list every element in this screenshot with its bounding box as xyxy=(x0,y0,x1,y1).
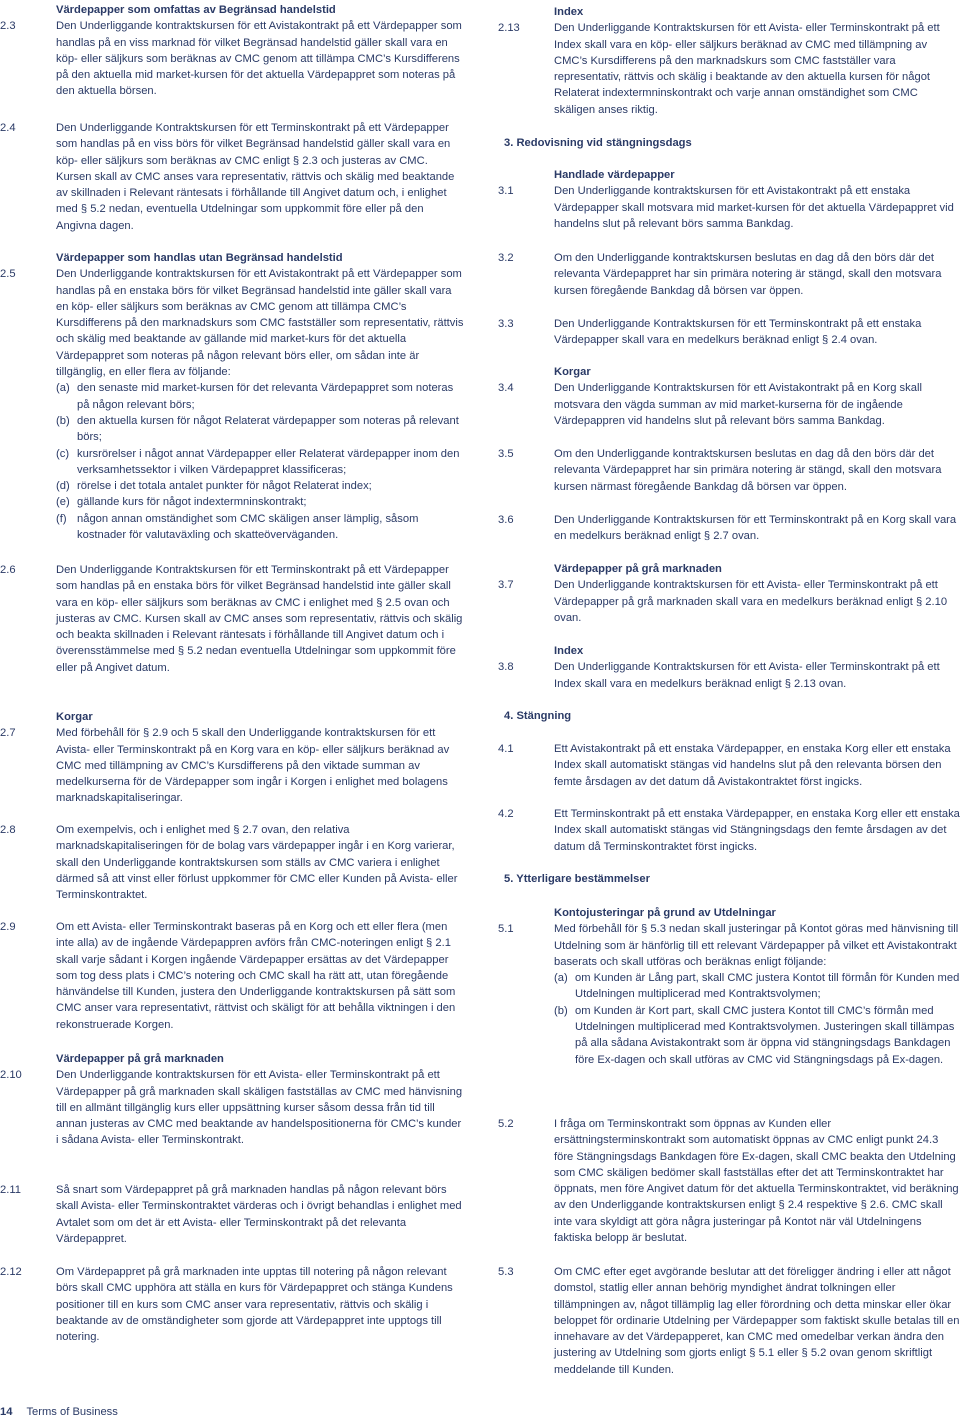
section-2-11 xyxy=(0,1182,466,1247)
clause-number: 2.13 xyxy=(498,22,520,35)
clause-text: Så snart som Värdepappret på grå marknaden handlas på någon relevant börs skall Avista- eller Terminskontraktet värderas och i övrigt behandlas i enlighet med Avtalet som om det är ett Avista- eller Terminskontrakt på det relevanta Värdepappret. xyxy=(56,1184,462,1245)
section-3-2 xyxy=(498,250,960,299)
clause-number: 3.1 xyxy=(498,185,514,198)
section-2-13 xyxy=(498,4,960,118)
section-2-3 xyxy=(0,2,466,100)
clause-text: Den Underliggande Kontraktskursen för ett Avistakontrakt på en Korg skall motsvara den vägda summan av mid market-kurserna för de ingående Värdepappren vid handelns slut på relevant börs samma Bankdag. xyxy=(554,382,922,427)
heading-gra-marknaden: Värdepapper på grå marknaden xyxy=(56,1053,224,1065)
section-3-5 xyxy=(498,446,960,495)
section-2-5 xyxy=(0,250,466,543)
section-2-12 xyxy=(0,1264,466,1345)
section-3-3 xyxy=(498,316,960,349)
clause-list xyxy=(554,970,960,1068)
section-2-10 xyxy=(0,1051,466,1149)
section-2-9 xyxy=(0,919,466,1033)
heading-utan-begransad-handelstid: Värdepapper som handlas utan Begränsad handelstid xyxy=(56,252,343,264)
clause-number: 2.11 xyxy=(0,1184,21,1196)
clause-text: Ett Terminskontrakt på ett enstaka Värdepapper, en enstaka Korg eller ett enstaka Index skall automatiskt stängas vid Stängningsdags den femte årsdagen av det datum då Terminskontraktet först ingicks. xyxy=(554,808,960,853)
clause-text: Med förbehåll för § 5.3 nedan skall justeringar på Kontot göras med hänvisning till Utdelning som är hänförlig till ett relevant Värdepapper på vilket ett Avistakontrakt baserats och skall utföras och beräknas enligt följande: xyxy=(554,923,959,968)
clause-text: Med förbehåll för § 2.9 och 5 skall den Underliggande kontraktskursen för ett Avista- eller Terminskontrakt på en Korg vara en köp- eller säljkurs beräknad av CMC med tillämpning av CMC’s Kursdifferens på den viktade summan av medelkurserna för de Värdepapper som ingår i Korgen i enlighet med bolagens marknadskapitaliseringar. xyxy=(56,727,450,805)
clause-text: Ett Avistakontrakt på ett enstaka Värdepapper, en enstaka Korg eller ett enstaka Index skall automatiskt stängas vid handelns slut på den relevanta börsen den femte årsdagen av det datum då Avistakontraktet först ingicks. xyxy=(554,743,951,788)
heading-korgar: Korgar xyxy=(554,366,591,378)
clause-number: 5.1 xyxy=(498,923,514,936)
clause-number: 5.3 xyxy=(498,1266,514,1278)
clause-text: I fråga om Terminskontrakt som öppnas av Kunden eller ersättningsterminskontrakt som automatiskt öppnas av CMC enligt punkt 24.3 före Stängningsdags Bankdagen före Ex-dagen, skall CMC beakta den Utdelning som CMC skäligen bedömer skall fastställas efter det att Terminskontraktet har öppnats, men före Angivet datum för det aktuella Terminskontraktet, vid beräkning av den Underliggande kontraktskursen enligt § 2.4 respektive § 2.6. CMC skall inte vara skyldigt att göra några justeringar på Kontot när väl Utdelningens faktiska belopp är beslutat. xyxy=(554,1118,959,1245)
clause-text: Den Underliggande kontraktskursen för ett Avista- eller Terminskontrakt på ett Värdepapper på grå marknaden skall vara en medelkurs beräknad enligt § 2.10 ovan. xyxy=(554,579,948,624)
page-number: 14 xyxy=(0,1406,13,1418)
chapter-3-heading: 3. Redovisning vid stängningsdags xyxy=(504,137,692,149)
clause-number: 2.3 xyxy=(0,20,16,33)
section-3-1 xyxy=(498,167,960,232)
list-item: (c) kursrörelser i något annat Värdepapper eller Relaterat värdepapper inom den verksamhetssektor i vilken Värdepappret klassificeras; xyxy=(56,447,460,476)
clause-text: Om CMC efter eget avgörande beslutar att det föreligger ändring i eller att något domstol, statlig eller annan behörig myndighet ändrat tolkningen eller tillämpningen av, något tillämplig lag eller förordning och detta minskar eller ökar beloppet för ordinarie Utdelning per Värdepapper som faktiskt skulle betalas till en innehavare av det Värdepapperet, kan CMC med omedelbar verkan ändra den justering av Utdelning som gjorts enligt § 5.1 eller § 5.2 ovan genom skriftligt meddelande till Kunden. xyxy=(554,1266,960,1376)
section-3-6 xyxy=(498,512,960,545)
clause-number: 2.6 xyxy=(0,564,16,576)
chapter-4-heading: 4. Stängning xyxy=(504,710,572,722)
section-3-8 xyxy=(498,643,960,692)
section-5-2 xyxy=(498,1116,960,1246)
clause-number: 3.3 xyxy=(498,318,514,330)
clause-number: 2.7 xyxy=(0,727,16,740)
section-3-7 xyxy=(498,561,960,626)
section-2-4 xyxy=(0,120,466,234)
heading-gra-marknaden: Värdepapper på grå marknaden xyxy=(554,563,722,575)
heading-korgar: Korgar xyxy=(56,711,93,723)
clause-number: 2.10 xyxy=(0,1069,22,1082)
heading-index: Index xyxy=(554,6,584,18)
list-item: (f) någon annan omständighet som CMC skäligen anser lämplig, såsom kostnader för valutaväxling och skatteöverväganden. xyxy=(56,512,419,542)
clause-text: Om Värdepappret på grå marknaden inte upptas till notering på någon relevant börs skall CMC upphöra att ställa en kurs för Värdepappret och stänga Kundens positioner till en kurs som CMC anser vara representativ, rättvis och skälig i beaktande av de omständigheter som gjorde att Värdepappret inte upptogs till notering. xyxy=(56,1266,453,1344)
heading-index: Index xyxy=(554,645,584,657)
list-item: (d) rörelse i det totala antalet punkter för något Relaterat index; xyxy=(56,480,372,493)
section-2-6 xyxy=(0,562,466,676)
clause-text: Om exempelvis, och i enlighet med § 2.7 ovan, den relativa marknadskapitaliseringen för de bolag vars värdepapper ingår i en Korg varierar, skall den Underliggande kontraktskursen som ställs av CMC variera i enlighet därmed så att vinst eller förlust uppkommer för CMC eller Kunden på Avista- eller Terminskontraktet. xyxy=(56,824,458,902)
clause-text: Den Underliggande kontraktskursen för ett Avistakontrakt på ett enstaka Värdepapper skall motsvara mid market-kursen för det aktuella Värdepappret vid handelns slut på relevant börs samma Bankdag. xyxy=(554,185,954,230)
heading-kontojusteringar: Kontojusteringar på grund av Utdelningar xyxy=(554,907,776,919)
clause-number: 3.4 xyxy=(498,382,514,395)
clause-number: 3.2 xyxy=(498,252,514,264)
heading-handlade-vardepapper: Handlade värdepapper xyxy=(554,169,675,181)
clause-number: 2.12 xyxy=(0,1266,22,1278)
clause-text: Den Underliggande kontraktskursen för ett Avistakontrakt på ett Värdepapper som handlas på en viss marknad för vilket Begränsad handelstid gäller skall vara en köp- eller säljkurs som beräknas av CMC genom att tillämpa CMC’s Kursdifferens på den aktuella mid market-kursen för det aktuella Värdepappret som noteras på den aktuella börsen. xyxy=(56,20,462,98)
list-item: (b) om Kunden är Kort part, skall CMC justera Kontot till CMC’s förmån med Utdelningen multiplicerad med Kontraktsvolymen. Justeringen skall tillämpas på alla sådana Avistakontrakt som är öppna vid stängningsdags Bankdagen före Ex-dagen och skall utföras av CMC vid Stängningsdags på Ex-dagen. xyxy=(554,1004,955,1066)
clause-number: 3.7 xyxy=(498,579,514,592)
clause-number: 2.4 xyxy=(0,122,16,134)
clause-text: Om ett Avista- eller Terminskontrakt baseras på en Korg och ett eller flera (men inte alla) av de ingående Värdepappren avförs från CMC-noteringen enligt § 2.1 skall varje sådant i Korgen ingående Värdepapper ersättas av det Värdepapper som tog dess plats i CMC’s notering och CMC skall ha rätt att, utan föregående hänvändelse till Kunden, justera den Underliggande kontraktskursen på sätt som CMC anser vara representativt, rättvist och skäligt för att behålla viktningen i den rekonstruerade Korgen. xyxy=(56,921,456,1031)
clause-text: Den Underliggande Kontraktskursen för ett Terminskontrakt på ett Värdepapper som handlas på en viss börs för vilket Begränsad handelstid gäller skall vara en köp- eller säljkurs som beräknas av CMC enligt § 2.3 och justeras av CMC. Kursen skall av CMC anses vara representativ, rättvis och skälig med beaktande av skillnaden i Relevant räntesats i förhållande till Angivet datum och, i enlighet med § 5.2 nedan, eventuella Utdelningar som uppkommit före eller på den Angivna dagen. xyxy=(56,122,455,232)
clause-number: 4.1 xyxy=(498,743,514,755)
clause-number: 3.5 xyxy=(498,448,514,460)
section-5-3 xyxy=(498,1264,960,1378)
section-4-1 xyxy=(498,741,960,790)
clause-text: Den Underliggande kontraktskursen för ett Avistakontrakt på ett Värdepapper som handlas på en enstaka börs för vilket Begränsad handelstid inte gäller skall vara en köp- eller säljkurs som beräknas av CMC genom att tillämpa CMC’s Kursdifferens på den marknadskurs som CMC fastställer som representativ, rättvis och skälig med beaktande av gällande mid market-kurs för det aktuella Värdepappret som noteras på någon relevant börs eller, om sådan inte är tillgänglig, en eller flera av följande: xyxy=(56,268,464,379)
clause-text: Den Underliggande Kontraktskursen för ett Terminskontrakt på ett Värdepapper som handlas på en enstaka börs för vilket Begränsad handelstid inte gäller skall vara en köp- eller säljkurs som beräknas av CMC i enlighet med § 2.5 ovan och justeras av CMC. Kursen skall av CMC anses som representativ, rättvis och skälig och beakta skillnaden i Relevant räntesats i förhållande till Angivet datum och i överensstämmelse med § 5.2 nedan eventuella Utdelningar som uppkommit före eller på Angivet datum. xyxy=(56,564,463,674)
section-4-2 xyxy=(498,806,960,855)
list-item: (a) den senaste mid market-kursen för det relevanta Värdepappret som noteras på någon relevant börs; xyxy=(56,382,454,411)
clause-number: 2.9 xyxy=(0,921,16,933)
clause-text: Den Underliggande Kontraktskursen för ett Avista- eller Terminskontrakt på ett Index skall vara en köp- eller säljkurs beräknad av CMC med tillämpning av CMC’s Kursdifferens på den marknadskurs som CMC fastställer vara representativ, rättvis och skälig i beaktande av den aktuella kursen för något Relaterat indextermninskontrakt och varje annan omständighet som CMC skäligen anses riktig. xyxy=(554,22,940,116)
chapter-5-heading: 5. Ytterligare bestämmelser xyxy=(504,873,650,885)
list-item: (b) den aktuella kursen för något Relaterat värdepapper som noteras på relevant börs; xyxy=(56,414,459,444)
clause-number: 2.8 xyxy=(0,824,16,836)
clause-number: 5.2 xyxy=(498,1118,514,1130)
clause-text: Den Underliggande Kontraktskursen för ett Terminskontrakt på ett enstaka Värdepapper skall vara en medelkurs beräknad enligt § 2.4 ovan. xyxy=(554,318,922,347)
section-5-1 xyxy=(498,905,960,1068)
clause-number: 3.6 xyxy=(498,514,514,526)
section-3-4 xyxy=(498,364,960,429)
heading-begransad-handelstid: Värdepapper som omfattas av Begränsad handelstid xyxy=(56,4,336,16)
clause-number: 4.2 xyxy=(498,808,514,820)
clause-text: Den Underliggande Kontraktskursen för ett Terminskontrakt på en Korg skall vara en medelkurs beräknad enligt § 2.7 ovan. xyxy=(554,514,957,543)
list-item: (a) om Kunden är Lång part, skall CMC justera Kontot till förmån för Kunden med Utdelningen multiplicerad med Kontraktsvolymen; xyxy=(554,972,960,1001)
clause-text: Den Underliggande Kontraktskursen för ett Avista- eller Terminskontrakt på ett Index skall vara en medelkurs beräknad enligt § 2.13 ovan. xyxy=(554,661,940,690)
list-item: (e) gällande kurs för något indextermninskontrakt; xyxy=(56,496,307,509)
clause-text: Den Underliggande kontraktskursen för ett Avista- eller Terminskontrakt på ett Värdepapper på grå marknaden skall skäligen fastställas av CMC med hänvisning till en allmänt tillgänglig kurs eller uppsättning kurser såsom dessa från tid till annan justeras av CMC med beaktande av handelspositionerna för CMC’s kunder i sådana Avista- eller Terminskontrakt. xyxy=(56,1069,463,1147)
section-2-7 xyxy=(0,709,466,807)
clause-text: Om den Underliggande kontraktskursen beslutas en dag då den börs där det relevanta Värdepappret har sin primära notering är stängd, skall den motsvara kursen föregående Bankdag då börsen var öppen. xyxy=(554,252,942,297)
footer-label: Terms of Business xyxy=(26,1406,118,1418)
section-2-8 xyxy=(0,822,466,903)
clause-number: 3.8 xyxy=(498,661,514,674)
clause-number: 2.5 xyxy=(0,268,16,281)
clause-list xyxy=(56,380,466,543)
clause-text: Om den Underliggande kontraktskursen beslutas en dag då den börs där det relevanta Värdepappret har sin primära notering är stängd, skall den motsvara kursen närmast föregående Bankdag då börsen var öppen. xyxy=(554,448,942,493)
